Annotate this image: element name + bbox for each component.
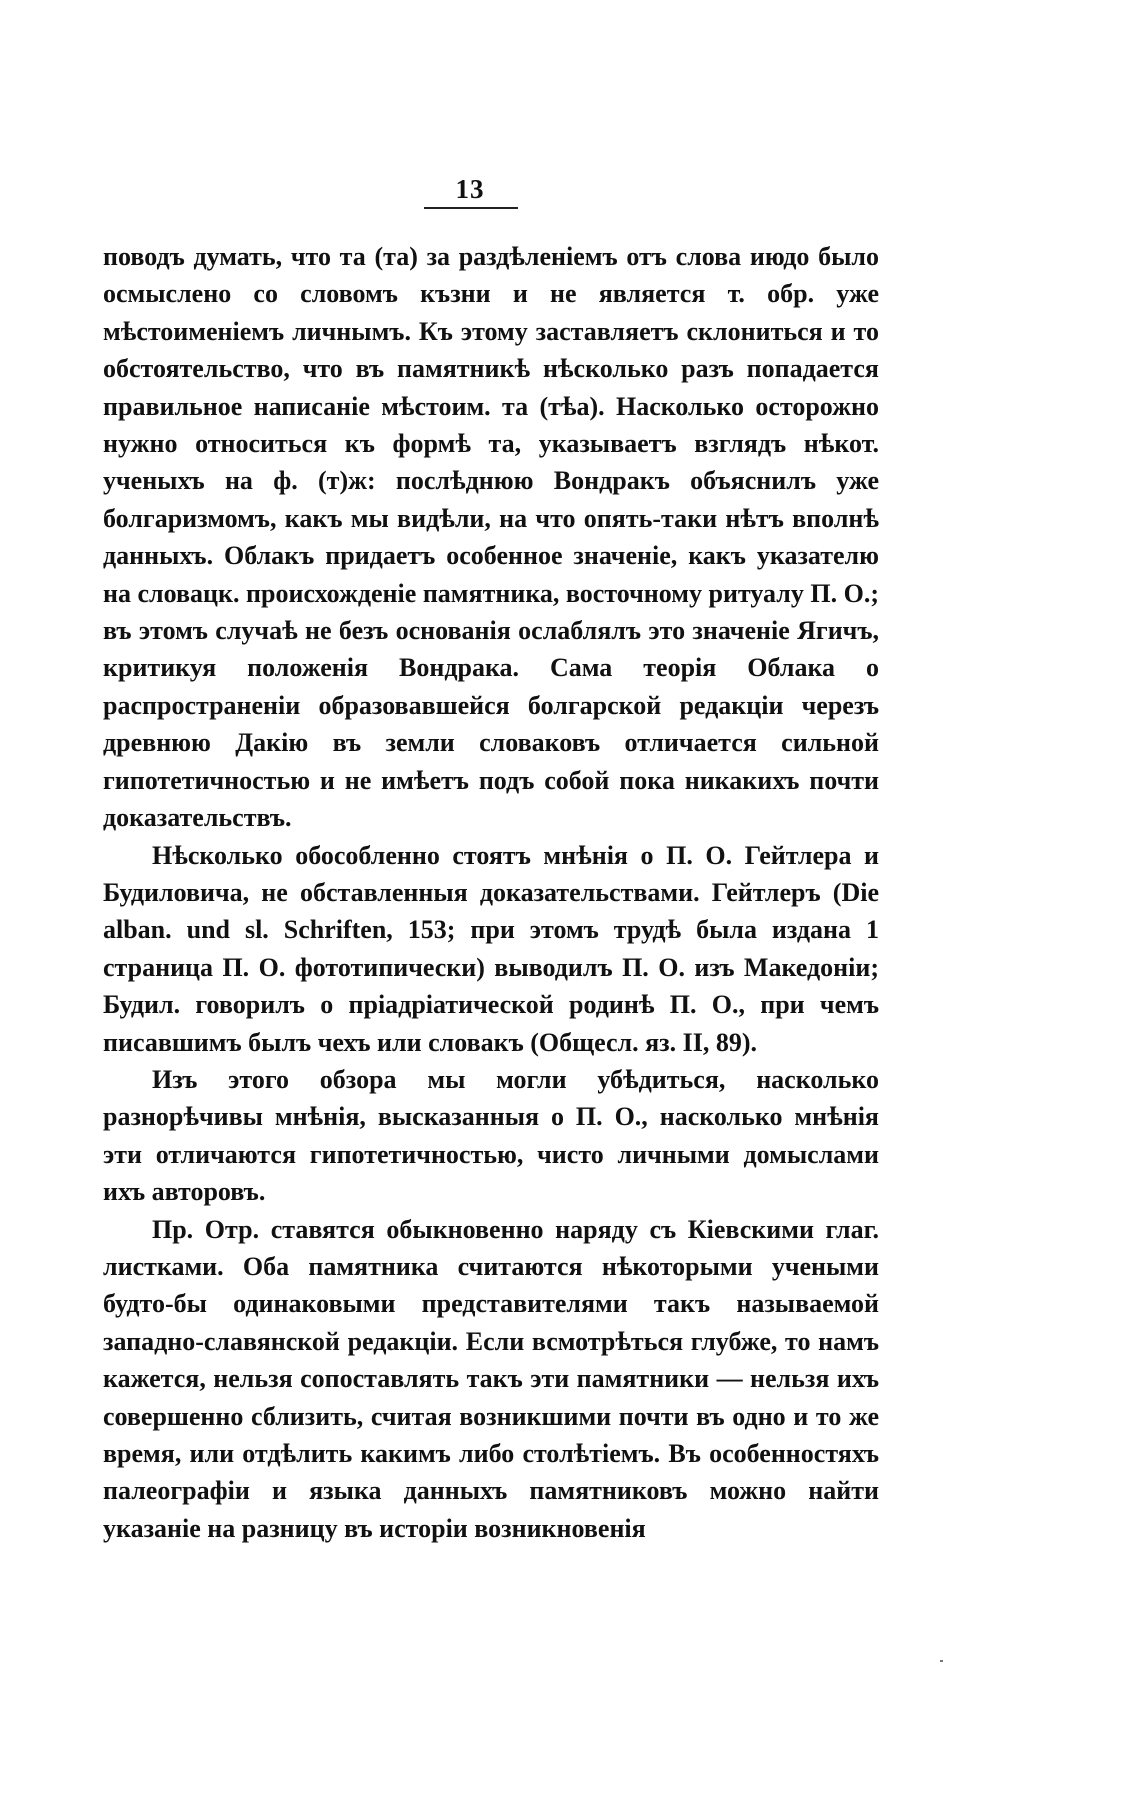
paragraph-geitler-budilovich: Нѣсколько обособленно стоятъ мнѣнія о П. О. Гейтлера и Будиловича, не обставленныя доказательствами. Гейтлеръ (Die alban. und sl. Schriften, 153; при этомъ трудѣ была издана 1 страница П. О. фототипически) выводилъ П. О. изъ Македоніи; Будил. говорилъ о пріадріатической родинѣ П. О., при чемъ писавшимъ былъ чехъ или словакъ (Общесл. яз. II, 89). [103,840,879,1057]
paragraph-prague-fragments: Пр. Отр. ставятся обыкновенно наряду съ Кіевскими глаг. листками. Оба памятника считаются нѣкоторыми учеными будто-бы одинаковыми представителями такъ называемой западно-славянской редакціи. Если всмотрѣться глубже, то намъ кажется, нельзя сопоставлять такъ эти памятники — нельзя ихъ совершенно сблизить, считая возникшими почти въ одно и то же время, или отдѣлить какимъ либо столѣтіемъ. Въ особенностяхъ палеографіи и языка данныхъ памятниковъ можно найти указаніе на разницу въ исторіи возникновенія [103,1214,879,1543]
paragraph-overview-conclusion: Изъ этого обзора мы могли убѣдиться, насколько разнорѣчивы мнѣнія, высказанныя о П. О., насколько мнѣнія эти отличаются гипотетичностью, чисто личными домыслами ихъ авторовъ. [103,1064,879,1207]
page-number: 13 [455,174,485,204]
text-body [103,238,879,1547]
page-number-rule [424,207,518,209]
scan-speck [940,1660,943,1662]
paragraph-continued: поводъ думать, что та (та) за раздѣленіемъ отъ слова июдо было осмыслено со словомъ къзни и не является т. обр. уже мѣстоименіемъ личнымъ. Къ этому заставляетъ склониться и то обстоятельство, что въ памятникѣ нѣсколько разъ попадается правильное написаніе мѣстоим. та (тѣа). Насколько осторожно нужно относиться къ формѣ та, указываетъ взглядъ нѣкот. ученыхъ на ф. (т)ж: послѣднюю Вондракъ объяснилъ уже болгаризмомъ, какъ мы видѣли, на что опять-таки нѣтъ вполнѣ данныхъ. Облакъ придаетъ особенное значеніе, какъ указателю на словацк. происхожденіе памятника, восточному ритуалу П. О.; въ этомъ случаѣ не безъ основанія ослаблялъ это значеніе Ягичъ, критикуя положенія Вондрака. Сама теорія Облака о распространеніи образовавшейся болгарской редакціи черезъ древнюю Дакію въ земли словаковъ отличается сильной гипотетичностью и не имѣетъ подъ собой пока никакихъ почти доказательствъ. [103,242,879,833]
